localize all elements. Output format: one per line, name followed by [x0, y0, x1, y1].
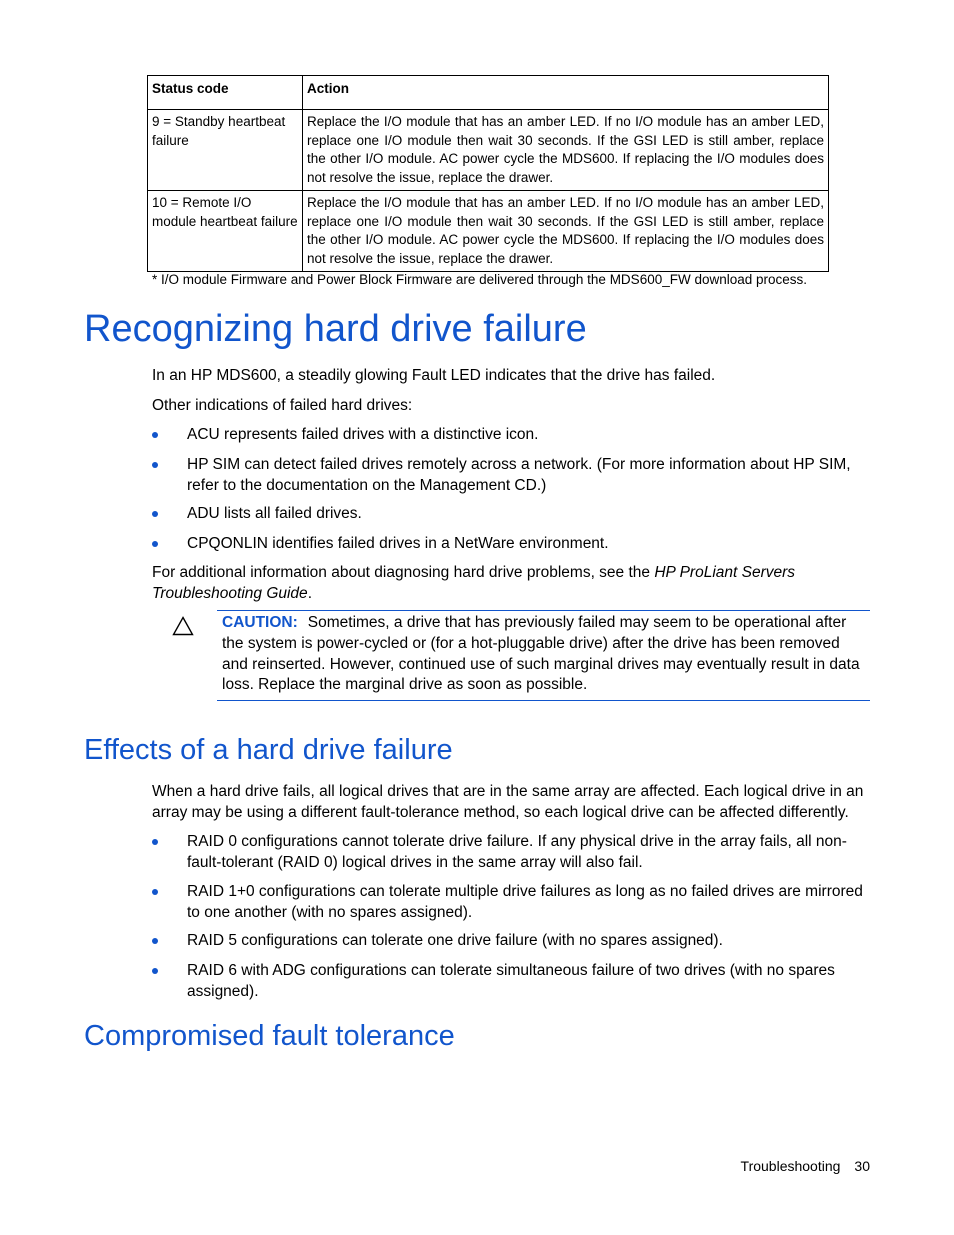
list-item-text: RAID 0 configurations cannot tolerate drive failure. If any physical drive in the array fails, all non-fault-tolerant (RAID 0) logical drives in the same array will also fail. — [187, 833, 847, 871]
list-item-text: ACU represents failed drives with a distinctive icon. — [187, 426, 539, 443]
table-header-status-code: Status code — [148, 76, 303, 110]
bullet-dot-icon — [152, 432, 158, 438]
bullet-dot-icon — [152, 839, 158, 845]
section-heading-effects: Effects of a hard drive failure — [84, 734, 453, 766]
section-heading-compromised: Compromised fault tolerance — [84, 1020, 455, 1052]
action-cell: Replace the I/O module that has an amber LED. If no I/O module has an amber LED, replace one I/O module then wait 30 seconds. If the GSI LED is still amber, replace the other I/O module. AC power cycle the MDS600. If replacing the I/O modules does not resolve the issue, replace the drawer. — [303, 110, 829, 191]
caution-message — [222, 613, 867, 696]
bullet-dot-icon — [152, 889, 158, 895]
bullet-dot-icon — [152, 968, 158, 974]
paragraph-intro: In an HP MDS600, a steadily glowing Fault LED indicates that the drive has failed. — [152, 367, 716, 384]
table-header-action: Action — [303, 76, 829, 110]
bullet-dot-icon — [152, 462, 158, 468]
paragraph-other-indications: Other indications of failed hard drives: — [152, 397, 413, 414]
paragraph-additional-info — [152, 563, 870, 604]
caution-label: CAUTION: — [222, 614, 298, 631]
list-item — [152, 832, 870, 873]
list-item-text: RAID 5 configurations can tolerate one drive failure (with no spares assigned). — [187, 932, 723, 949]
additional-info-prefix: For additional information about diagnosing hard drive problems, see the — [152, 564, 655, 581]
list-item — [152, 534, 870, 555]
table-row — [148, 191, 829, 272]
troubleshooting-guide-title: HP ProLiant Servers Troubleshooting Guide — [152, 564, 796, 602]
list-item-text: ADU lists all failed drives. — [187, 505, 362, 522]
status-code-cell: 10 = Remote I/O module heartbeat failure — [148, 191, 303, 272]
list-item-text: RAID 6 with ADG configurations can tolerate simultaneous failure of two drives (with no spares assigned). — [187, 962, 835, 1000]
page-footer — [741, 1158, 870, 1174]
page-number: 30 — [854, 1158, 870, 1174]
additional-info-suffix: . — [307, 584, 312, 602]
bullet-dot-icon — [152, 511, 158, 517]
action-cell: Replace the I/O module that has an amber LED. If no I/O module has an amber LED, replace one I/O module then wait 30 seconds. If the GSI LED is still amber, replace the other I/O module. AC power cycle the MDS600. If replacing the I/O modules does not resolve the issue, replace the drawer. — [303, 191, 829, 272]
warning-triangle-icon — [172, 616, 194, 636]
list-item — [152, 455, 870, 496]
footer-section-name: Troubleshooting — [740, 1158, 841, 1174]
table-row — [148, 110, 829, 191]
list-item — [152, 961, 870, 1002]
status-code-cell: 9 = Standby heartbeat failure — [148, 110, 303, 191]
bullet-dot-icon — [152, 541, 158, 547]
list-item-text: CPQONLIN identifies failed drives in a NetWare environment. — [187, 535, 609, 552]
table-footnote: * I/O module Firmware and Power Block Firmware are delivered through the MDS600_FW download process. — [152, 272, 808, 287]
section-heading-recognizing: Recognizing hard drive failure — [84, 308, 587, 350]
list-item — [152, 882, 870, 923]
list-item — [152, 425, 870, 446]
paragraph-effects-intro: When a hard drive fails, all logical drives that are in the same array are affected. Each logical drive in an array may be using a different fault-tolerance method, so each logical drive can be affected differently. — [152, 783, 864, 821]
table-header-row — [148, 76, 829, 110]
status-code-table — [147, 75, 829, 272]
list-item-text: HP SIM can detect failed drives remotely across a network. (For more information about HP SIM, refer to the documentation on the Management CD.) — [187, 456, 851, 494]
caution-body: Sometimes, a drive that has previously failed may seem to be operational after the system is power-cycled or (for a hot-pluggable drive) after the drive has been removed and reinserted. However, continued use of such marginal drives may eventually result in data loss. Replace the marginal drive as soon as possible. — [222, 614, 860, 694]
list-item-text: RAID 1+0 configurations can tolerate multiple drive failures as long as no failed drives are mirrored to one another (with no spares assigned). — [187, 883, 863, 921]
list-item — [152, 504, 870, 525]
bullet-dot-icon — [152, 938, 158, 944]
list-item — [152, 931, 870, 952]
